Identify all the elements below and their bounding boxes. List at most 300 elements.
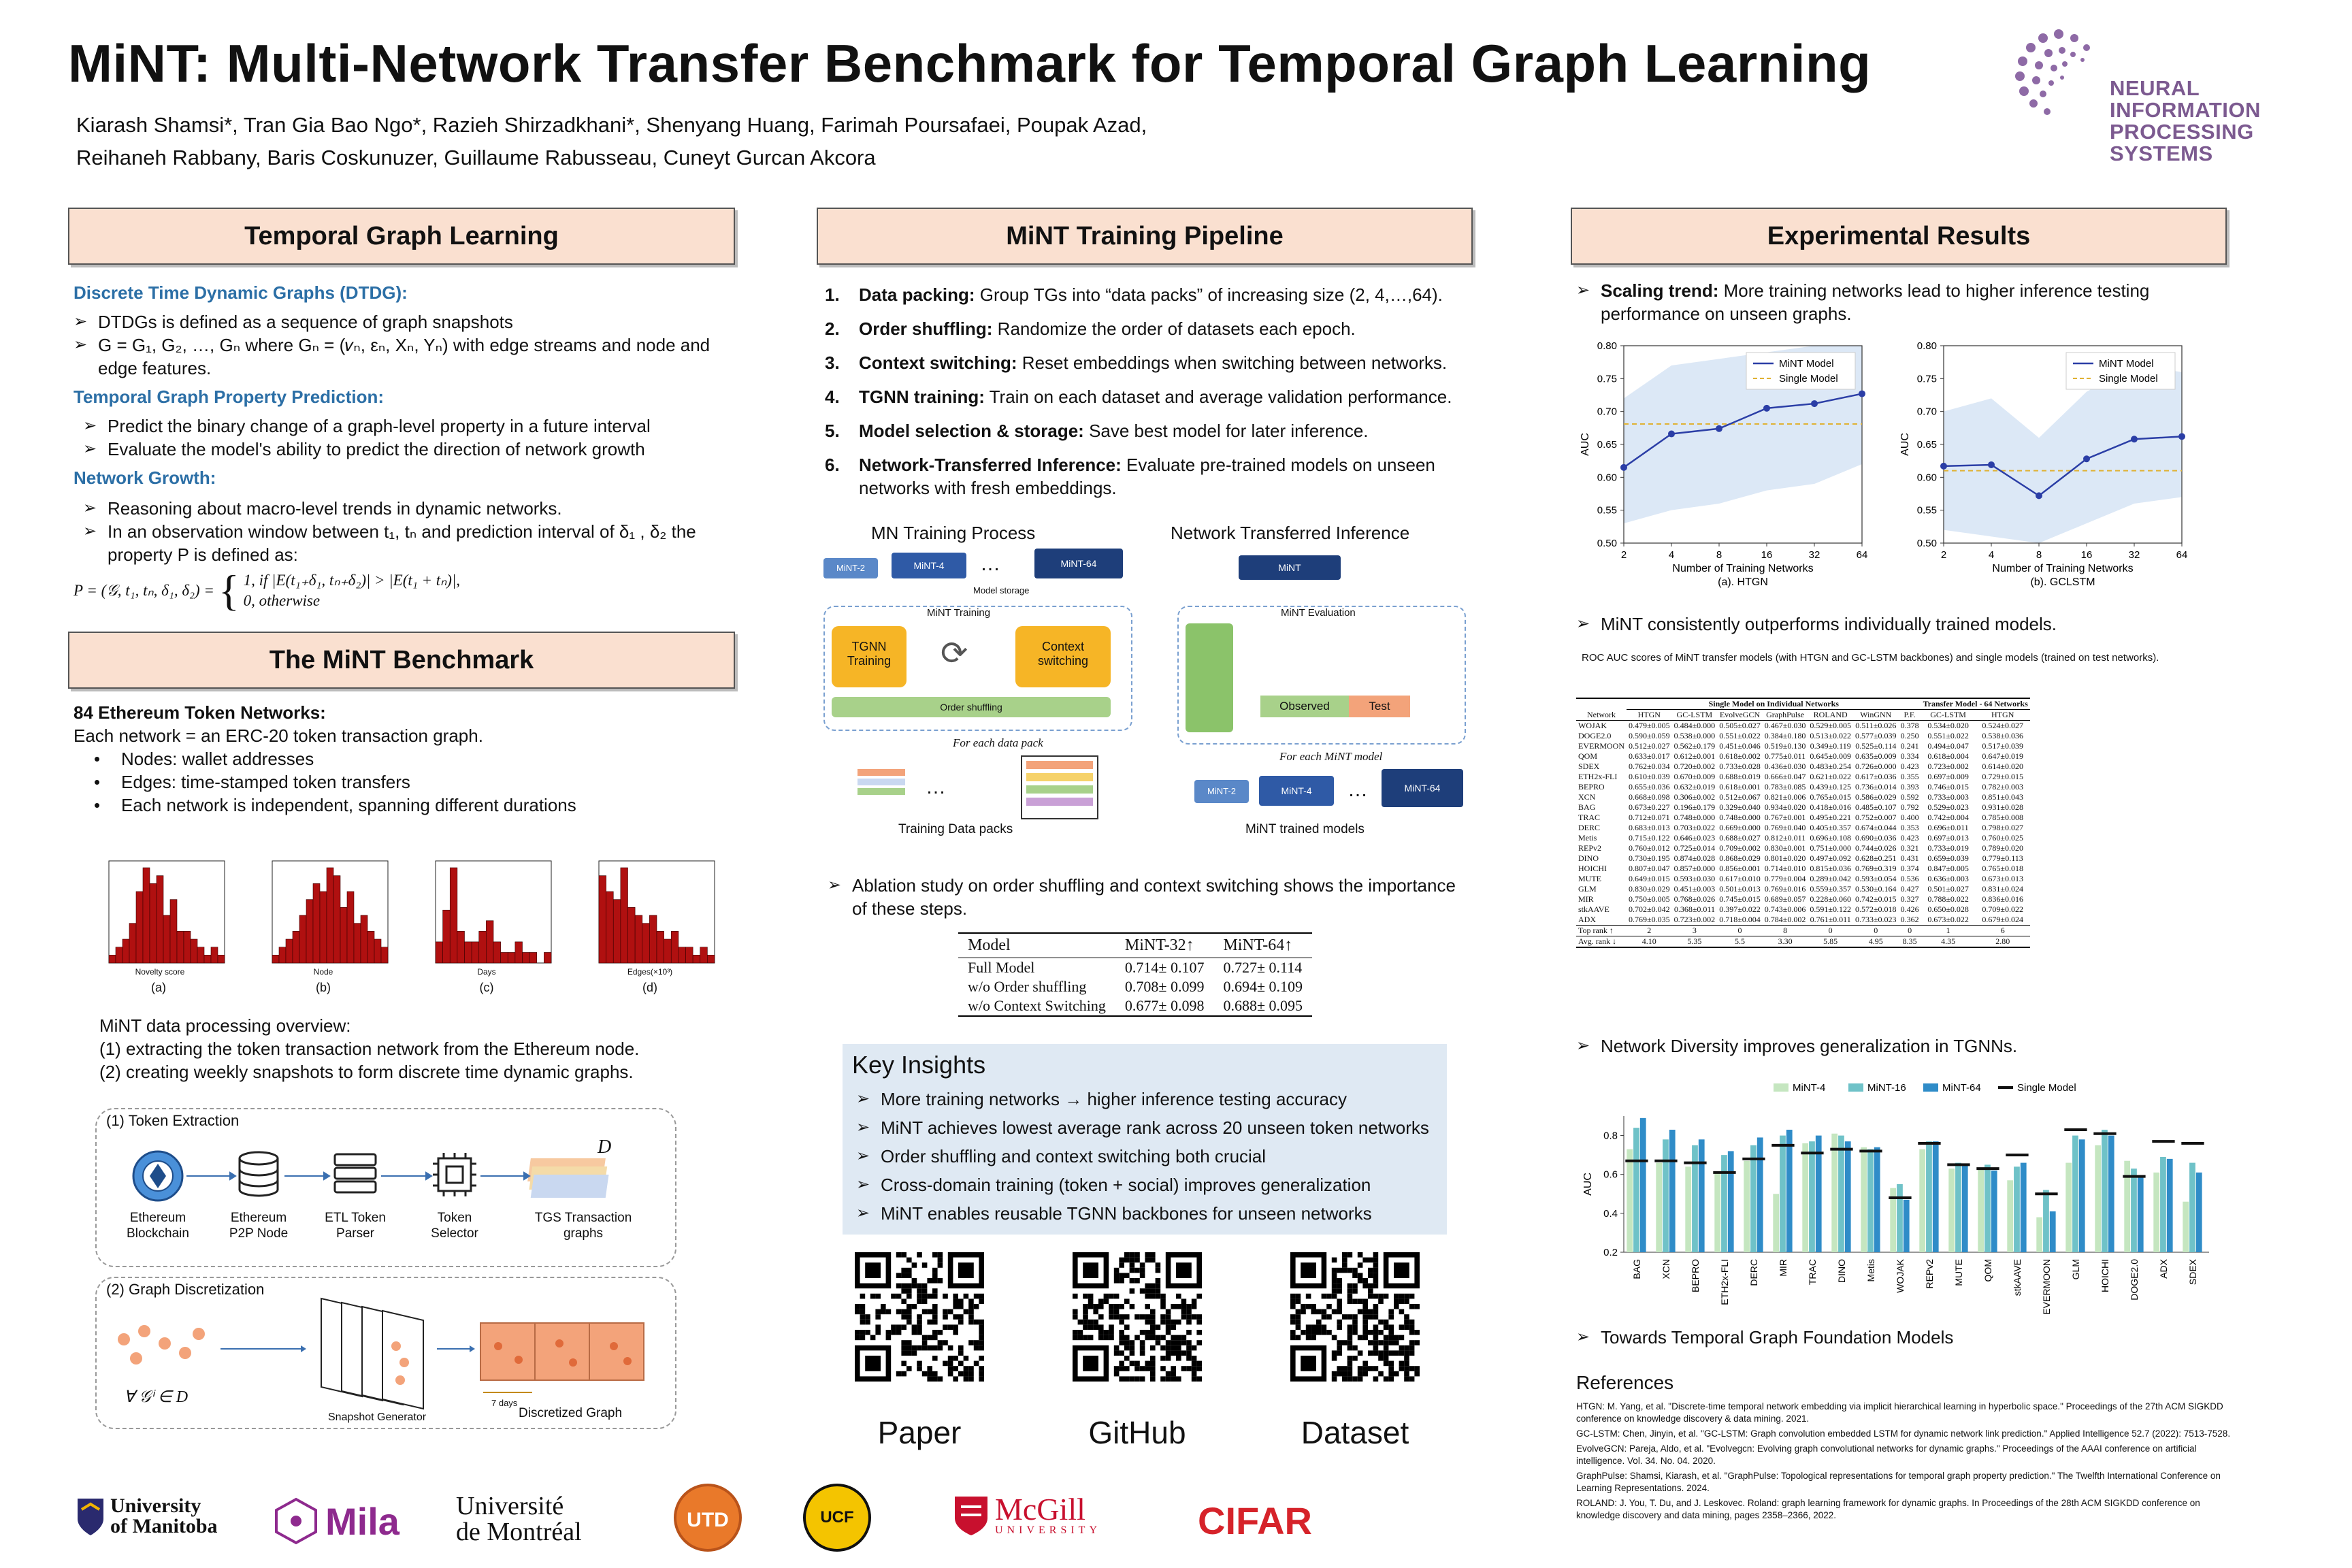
- results-cell: 0.633±0.017: [1629, 751, 1670, 761]
- bar-mint-4: [2095, 1145, 2101, 1252]
- results-cell: stkAAVE: [1578, 904, 1610, 914]
- node-p2p: Ethereum P2P Node: [229, 1211, 289, 1241]
- qr-module: [1124, 1376, 1130, 1382]
- qr-module: [1130, 1340, 1135, 1345]
- pipeline-step-6: [825, 453, 1471, 500]
- results-cell: 0.431: [1900, 853, 1919, 863]
- results-cell: 0.483±0.254: [1810, 762, 1851, 771]
- hist-bar: [320, 892, 327, 963]
- qr-module: [1078, 1335, 1083, 1341]
- results-cell: 0: [1908, 926, 1912, 935]
- hist-bar: [170, 900, 177, 963]
- results-cell: DERC: [1578, 823, 1601, 832]
- qr-module: [1342, 1371, 1348, 1377]
- results-cell: MUTE: [1578, 874, 1601, 883]
- qr-module: [886, 1309, 892, 1315]
- results-cell: 0.612±0.001: [1673, 751, 1716, 761]
- results-cell: 0.931±0.028: [1982, 802, 2023, 812]
- qr-module: [958, 1320, 964, 1325]
- y-tick-label: 0.50: [1916, 538, 1937, 549]
- results-cell: 0.228±0.060: [1810, 894, 1851, 904]
- results-cell: 0.712±0.071: [1629, 813, 1670, 822]
- processing-heading: MiNT data processing overview:: [99, 1015, 351, 1036]
- qr-module: [1368, 1330, 1373, 1335]
- transaction-graphs-icon: [527, 1158, 608, 1198]
- qr-module: [1171, 1320, 1176, 1325]
- qr-module: [1311, 1304, 1316, 1309]
- qr-module: [1362, 1278, 1368, 1284]
- y-tick-label: 0.65: [1597, 439, 1617, 451]
- qr-module: [1373, 1366, 1379, 1371]
- results-cell: 0.538±0.036: [1982, 731, 2023, 740]
- qr-module: [1134, 1376, 1140, 1382]
- qr-section: [841, 1245, 1467, 1470]
- hist-bar: [664, 939, 672, 963]
- results-cell: 0.618±0.002: [1719, 751, 1761, 761]
- bar-mint-64: [1757, 1137, 1763, 1252]
- qr-module: [1337, 1345, 1342, 1351]
- qr-module: [1296, 1335, 1301, 1341]
- results-cell: 0.762±0.034: [1629, 762, 1670, 771]
- qr-module: [1114, 1350, 1120, 1356]
- qr-module: [1186, 1350, 1192, 1356]
- qr-module: [1145, 1304, 1150, 1309]
- qr-module: [1166, 1309, 1171, 1315]
- qr-module: [1083, 1294, 1088, 1299]
- bar-mint-4: [2007, 1180, 2013, 1252]
- qr-module: [1384, 1294, 1389, 1299]
- qr-module: [1326, 1304, 1332, 1309]
- qr-module: [964, 1309, 969, 1315]
- foundation-note: [1576, 1326, 2223, 1349]
- qr-module: [1337, 1324, 1342, 1330]
- reference-item: ROLAND: J. You, T. Du, and J. Leskovec. Roland: graph learning framework for dynamic graphs. In Proceedings of the 28th ACM SIGKDD conference on knowledge discovery and data mining, pages 2358–2366, 2022.: [1576, 1498, 2200, 1520]
- node-ethereum-blockchain: Ethereum Blockchain: [127, 1211, 189, 1241]
- results-cell: 0.789±0.020: [1982, 843, 2023, 853]
- qr-module: [1114, 1268, 1120, 1273]
- qr-module: [979, 1324, 984, 1330]
- qr-module: [1332, 1258, 1337, 1263]
- mint2-box: MiNT-2: [823, 558, 878, 578]
- qr-module: [906, 1314, 912, 1320]
- results-cell: 0.650±0.028: [1927, 904, 1969, 914]
- qr-module: [1192, 1298, 1197, 1304]
- token-extraction-panel: [95, 1108, 676, 1267]
- qr-module: [896, 1294, 902, 1299]
- diversity-chart: [1576, 1075, 2230, 1334]
- qr-module: [948, 1366, 953, 1371]
- qr-module: [922, 1288, 928, 1294]
- bar-mint-16: [1663, 1139, 1669, 1252]
- results-cell: 0.673±0.227: [1629, 802, 1670, 812]
- qr-module: [1404, 1345, 1409, 1351]
- x-tick-label: DERC: [1748, 1259, 1759, 1286]
- results-cell: 0.645±0.009: [1810, 751, 1851, 761]
- results-cell: 0.815±0.036: [1810, 864, 1851, 873]
- results-row: [1576, 772, 2030, 782]
- tgpp-heading: Temporal Graph Property Prediction:: [74, 387, 385, 407]
- qr-module: [953, 1304, 958, 1309]
- bar-mint-4: [1685, 1166, 1691, 1252]
- hist-bar: [109, 955, 116, 963]
- qr-finder: [865, 1356, 881, 1371]
- x-tick-label: BAG: [1631, 1259, 1642, 1279]
- results-cell: 0.723±0.002: [1927, 762, 1969, 771]
- qr-module: [1290, 1335, 1296, 1341]
- y-tick-label: 0.4: [1603, 1207, 1618, 1220]
- dtdg-bullet-2: ➢ G = G₁, G₂, …, Gₙ where Gₙ = (𝑣ₙ, εₙ, Xₙ, Yₙ) with edge streams and node and edge features.: [74, 333, 747, 380]
- group-transfer: Transfer Model - 64 Networks: [1921, 698, 2030, 710]
- step-number: 6.: [825, 455, 840, 475]
- qr-module: [1296, 1294, 1301, 1299]
- qr-module: [912, 1330, 917, 1335]
- scaling-charts-svg: [1576, 332, 2230, 604]
- qr-module: [1176, 1345, 1181, 1351]
- qr-module: [1373, 1262, 1379, 1268]
- results-cell: 0.484±0.000: [1673, 721, 1716, 730]
- qr-module: [1186, 1366, 1192, 1371]
- qr-module: [1073, 1330, 1078, 1335]
- results-cell: 0.723±0.002: [1673, 915, 1716, 924]
- qr-module: [855, 1335, 860, 1341]
- qr-code-dataset[interactable]: [1290, 1252, 1420, 1382]
- qr-module: [1384, 1350, 1389, 1356]
- results-cell: 0.334: [1900, 751, 1919, 761]
- neurips-line-2: PROCESSING SYSTEMS: [2110, 120, 2254, 165]
- qr-module: [1186, 1340, 1192, 1345]
- hist-xlabel-c: Days: [477, 967, 496, 977]
- qr-module: [1332, 1309, 1337, 1315]
- qr-module: [917, 1294, 922, 1299]
- hist-bar: [457, 931, 465, 963]
- qr-module: [1176, 1335, 1181, 1341]
- qr-code-github[interactable]: [1073, 1252, 1202, 1382]
- qr-module: [1166, 1320, 1171, 1325]
- hist-bar: [327, 868, 333, 963]
- results-cell: 0.670±0.009: [1673, 772, 1716, 781]
- qr-module: [1196, 1340, 1202, 1345]
- qr-module: [1093, 1309, 1098, 1315]
- qr-module: [1166, 1356, 1171, 1361]
- qr-module: [1306, 1324, 1311, 1330]
- results-row: [1576, 823, 2030, 833]
- hist-bar: [529, 952, 537, 963]
- qr-module: [1130, 1361, 1135, 1367]
- qr-module: [1388, 1314, 1394, 1320]
- hist-bar: [472, 942, 479, 963]
- hist-bar: [279, 947, 286, 963]
- qr-module: [1362, 1258, 1368, 1263]
- qr-module: [1145, 1320, 1150, 1325]
- results-cell: 0.618±0.001: [1719, 782, 1761, 791]
- ablation-note: [828, 874, 1467, 920]
- qr-module: [1114, 1366, 1120, 1371]
- qr-module: [922, 1298, 928, 1304]
- section-mint-benchmark: The MiNT Benchmark: [68, 632, 735, 689]
- hist-bar: [211, 947, 218, 963]
- results-header-cell: GC-LSTM: [1921, 710, 1976, 721]
- qr-module: [1342, 1268, 1348, 1273]
- qr-finder: [1083, 1356, 1098, 1371]
- hist-bar: [204, 955, 211, 963]
- qr-module: [1134, 1258, 1140, 1263]
- trained-mint4-box: MiNT-4: [1259, 776, 1334, 806]
- results-cell: 0.742±0.015: [1855, 894, 1897, 904]
- x-tick-label: 64: [2176, 549, 2188, 561]
- qr-module: [1368, 1314, 1373, 1320]
- qr-code-paper[interactable]: [855, 1252, 984, 1382]
- qr-module: [896, 1309, 902, 1315]
- reference-item: HTGN: M. Yang, et al. "Discrete-time temporal network embedding via implicit hierarchical learning in hyperbolic space." Proceedings of the 27th ACM SIGKDD conference on knowledge discovery & data mining. 2021.: [1576, 1401, 2223, 1424]
- qr-label-paper: Paper: [877, 1415, 962, 1450]
- results-avg-rank-row: [1576, 936, 2030, 948]
- bar-mint-64: [1962, 1164, 1968, 1252]
- x-tick-label: MIR: [1777, 1259, 1788, 1277]
- qr-module: [938, 1345, 943, 1351]
- qr-module: [1192, 1304, 1197, 1309]
- qr-module: [1196, 1320, 1202, 1325]
- qr-module: [860, 1314, 866, 1320]
- qr-module: [964, 1366, 969, 1371]
- qr-module: [1332, 1284, 1337, 1289]
- qr-module: [968, 1376, 974, 1382]
- qr-module: [932, 1273, 938, 1278]
- qr-module: [901, 1309, 906, 1315]
- pipeline-step-2: [825, 317, 1471, 340]
- step-text: [859, 419, 1369, 442]
- qr-module: [1362, 1298, 1368, 1304]
- results-cell: 0.559±0.357: [1810, 884, 1851, 894]
- qr-module: [1388, 1330, 1394, 1335]
- qr-module: [932, 1356, 938, 1361]
- results-cell: 8.35: [1902, 936, 1917, 946]
- qr-module: [1073, 1309, 1078, 1315]
- qr-module: [1145, 1294, 1150, 1299]
- step-title: Network-Transferred Inference:: [859, 455, 1122, 475]
- qr-module: [1083, 1320, 1088, 1325]
- y-tick-label: 0.8: [1603, 1130, 1618, 1142]
- hist-bar: [436, 942, 443, 963]
- qr-module: [1352, 1273, 1358, 1278]
- qr-module: [1337, 1350, 1342, 1356]
- observed-box: Observed: [1260, 696, 1349, 717]
- results-cell: 0.703±0.022: [1673, 823, 1716, 832]
- results-cell: 0.857±0.000: [1673, 864, 1716, 873]
- qr-module: [1358, 1298, 1363, 1304]
- y-tick-label: 0.65: [1916, 439, 1937, 451]
- results-cell: 0.733±0.028: [1719, 762, 1761, 771]
- results-cell: 0.697±0.009: [1927, 772, 1969, 781]
- qr-module: [1119, 1335, 1124, 1341]
- qr-module: [1119, 1258, 1124, 1263]
- results-cell: 0.714±0.010: [1764, 864, 1806, 873]
- bar-mint-4: [1627, 1149, 1633, 1252]
- qr-module: [1316, 1330, 1322, 1335]
- qr-module: [1098, 1314, 1104, 1320]
- results-cell: WOJAK: [1578, 721, 1607, 730]
- qr-module: [1399, 1366, 1405, 1371]
- qr-module: [922, 1262, 928, 1268]
- qr-module: [1186, 1314, 1192, 1320]
- results-cell: 2.80: [1995, 936, 2010, 946]
- qr-module: [943, 1309, 948, 1315]
- qr-module: [855, 1309, 860, 1315]
- qr-module: [917, 1345, 922, 1351]
- results-cell: 0.451±0.046: [1719, 741, 1761, 751]
- step-text: [859, 453, 1471, 500]
- qr-module: [906, 1288, 912, 1294]
- results-cell: 4.95: [1868, 936, 1883, 946]
- qr-module: [1196, 1361, 1202, 1367]
- results-cell: GLM: [1578, 884, 1597, 894]
- qr-module: [1114, 1371, 1120, 1377]
- qr-module: [1130, 1376, 1135, 1382]
- qr-module: [1352, 1268, 1358, 1273]
- qr-module: [1332, 1371, 1337, 1377]
- qr-module: [1348, 1330, 1353, 1335]
- scaling-charts: [1576, 332, 2230, 604]
- qr-module: [927, 1309, 932, 1315]
- bar-mint-16: [1809, 1141, 1815, 1252]
- results-row: [1576, 731, 2030, 741]
- results-cell: 0.593±0.054: [1855, 874, 1897, 883]
- qr-module: [1156, 1278, 1161, 1284]
- qr-module: [1130, 1350, 1135, 1356]
- qr-module: [1342, 1262, 1348, 1268]
- qr-module: [1088, 1320, 1094, 1325]
- results-cell: 0.830±0.029: [1629, 884, 1670, 894]
- qr-module: [1332, 1278, 1337, 1284]
- key-insight-item: ➢ MiNT enables reusable TGNN backbones for unseen networks: [856, 1202, 1441, 1225]
- reference-item: EvolveGCN: Pareja, Aldo, et al. "Evolvegcn: Evolving graph convolutional networks for dynamic graphs." Proceedings of the AAAI conference on artificial intelligence. Vol. 34. No. 04. 2020.: [1576, 1443, 2197, 1466]
- qr-module: [927, 1366, 932, 1371]
- qr-module: [1088, 1335, 1094, 1341]
- qr-module: [948, 1356, 953, 1361]
- qr-module: [1337, 1340, 1342, 1345]
- ablation-header-cell: Model: [958, 933, 1115, 958]
- step-number: 3.: [825, 353, 840, 373]
- qr-module: [1150, 1371, 1156, 1377]
- qr-module: [1404, 1324, 1409, 1330]
- results-cell: 0.590±0.059: [1629, 731, 1670, 740]
- qr-module: [958, 1371, 964, 1377]
- bar-mint-64: [1669, 1130, 1676, 1252]
- results-cell: 0.436±0.030: [1764, 762, 1806, 771]
- qr-module: [1342, 1340, 1348, 1345]
- qr-module: [1373, 1376, 1379, 1382]
- qr-module: [1145, 1284, 1150, 1289]
- diversity-chart-svg: [1576, 1075, 2230, 1334]
- qr-module: [979, 1298, 984, 1304]
- qr-module: [906, 1304, 912, 1309]
- qr-module: [1134, 1268, 1140, 1273]
- qr-module: [1196, 1366, 1202, 1371]
- hist-bar: [218, 955, 225, 963]
- qr-module: [979, 1330, 984, 1335]
- qr-module: [917, 1288, 922, 1294]
- qr-module: [1104, 1330, 1109, 1335]
- results-cell: 0.709±0.002: [1719, 843, 1761, 853]
- qr-module: [875, 1309, 881, 1315]
- diversity-note: [1576, 1034, 2223, 1058]
- qr-module: [1362, 1314, 1368, 1320]
- qr-module: [1337, 1278, 1342, 1284]
- x-tick-label: REPv2: [1923, 1259, 1935, 1289]
- bar-mint-64: [1904, 1200, 1910, 1252]
- qr-module: [1409, 1330, 1415, 1335]
- results-row: [1576, 853, 2030, 864]
- qr-module: [1373, 1324, 1379, 1330]
- qr-module: [1409, 1366, 1415, 1371]
- results-header-row: [1576, 710, 2030, 721]
- legend-label: MiNT-16: [1867, 1082, 1906, 1094]
- network-growth-bullet-2: ➢ In an observation window between t₁, tₙ and prediction interval of δ₁ , δ₂ the property P is defined as:: [83, 520, 747, 566]
- key-insights-title: Key Insights: [852, 1051, 986, 1079]
- qr-module: [1409, 1350, 1415, 1356]
- x-tick-label: 64: [1856, 549, 1868, 561]
- hist-bar: [501, 952, 508, 963]
- step-number: 1.: [825, 284, 840, 305]
- legend-label-mint: MiNT Model: [1779, 358, 1834, 370]
- qr-module: [1088, 1324, 1094, 1330]
- qr-module: [1394, 1304, 1399, 1309]
- qr-module: [1156, 1294, 1161, 1299]
- bar-mint-4: [1744, 1161, 1750, 1252]
- results-cell: 0.562±0.179: [1673, 741, 1716, 751]
- qr-module: [875, 1294, 881, 1299]
- qr-module: [875, 1314, 881, 1320]
- qr-module: [1290, 1314, 1296, 1320]
- qr-module: [901, 1288, 906, 1294]
- step-desc: Save best model for later inference.: [1083, 421, 1369, 441]
- qr-module: [1332, 1376, 1337, 1382]
- qr-module: [1399, 1350, 1405, 1356]
- qr-module: [932, 1278, 938, 1284]
- qr-module: [979, 1371, 984, 1377]
- bar-mint-64: [2021, 1163, 2027, 1252]
- qr-module: [1171, 1350, 1176, 1356]
- qr-module: [1119, 1314, 1124, 1320]
- qr-finder: [1394, 1262, 1409, 1278]
- discretized-graph-label: Discretized Graph: [519, 1406, 623, 1420]
- qr-module: [1290, 1304, 1296, 1309]
- qr-module: [953, 1376, 958, 1382]
- qr-module: [1196, 1294, 1202, 1299]
- qr-module: [906, 1309, 912, 1315]
- qr-module: [1119, 1262, 1124, 1268]
- qr-module: [1373, 1350, 1379, 1356]
- qr-module: [1114, 1278, 1120, 1284]
- qr-module: [901, 1324, 906, 1330]
- x-tick-label: BEPRO: [1689, 1259, 1701, 1293]
- qr-module: [1384, 1320, 1389, 1325]
- results-cell: BAG: [1578, 802, 1596, 812]
- results-cell: 0.730±0.195: [1629, 853, 1670, 863]
- qr-module: [1368, 1366, 1373, 1371]
- results-cell: 0.696±0.108: [1810, 833, 1851, 843]
- y-tick-label: 0.80: [1916, 340, 1937, 352]
- qr-module: [1342, 1376, 1348, 1382]
- qr-module: [1373, 1252, 1379, 1258]
- qr-module: [1409, 1320, 1415, 1325]
- qr-module: [1414, 1340, 1420, 1345]
- results-cell: 0.511±0.026: [1855, 721, 1897, 730]
- qr-module: [1332, 1288, 1337, 1294]
- qr-module: [953, 1298, 958, 1304]
- results-cell: 0.196±0.179: [1673, 802, 1716, 812]
- bar-mint-4: [1948, 1169, 1955, 1252]
- database-icon: [240, 1152, 278, 1196]
